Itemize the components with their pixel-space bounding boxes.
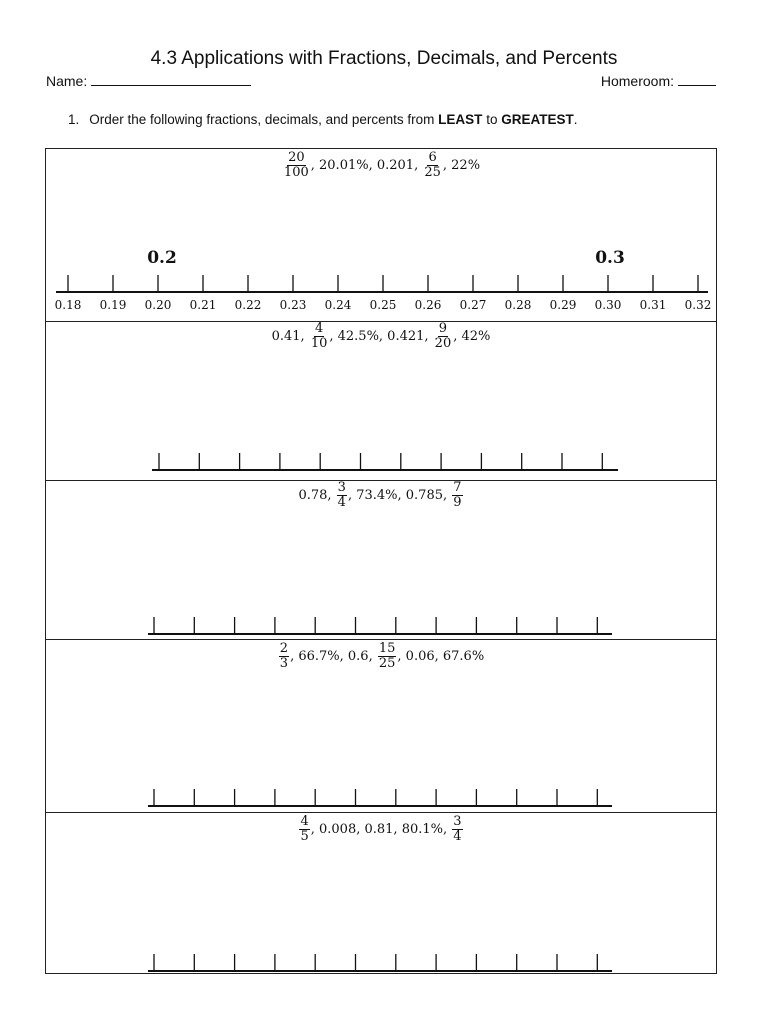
tick-label: 0.23 — [279, 298, 307, 312]
expression-text: , 66.7%, 0.6, — [290, 648, 377, 664]
tick-label: 0.20 — [144, 298, 172, 312]
number-line — [46, 481, 716, 639]
instruction-text: Order the following fractions, decimals, and percents from — [89, 112, 439, 127]
expression-text: , 42.5%, 0.421, — [329, 328, 433, 344]
fraction-denominator: 25 — [424, 164, 441, 180]
fraction-denominator: 100 — [283, 164, 309, 180]
expression-text: 0.78, — [298, 487, 336, 503]
tick-label: 0.21 — [189, 298, 217, 312]
expression-text: , 0.008, 0.81, 80.1%, — [310, 821, 452, 837]
question-number: 1. — [68, 112, 80, 127]
homeroom-blank-line[interactable] — [678, 73, 716, 86]
expression-text: , 73.4%, 0.785, — [347, 487, 452, 503]
tick-label: 0.26 — [414, 298, 442, 312]
benchmark-label: 0.3 — [595, 248, 625, 268]
fraction-denominator: 25 — [378, 655, 396, 671]
benchmark-label: 0.2 — [147, 248, 177, 268]
fraction-denominator: 9 — [453, 494, 462, 510]
fraction-denominator: 20 — [434, 335, 452, 351]
fraction-numerator: 7 — [453, 480, 462, 495]
problem-box-5[interactable] — [46, 812, 716, 973]
tick-label: 0.29 — [549, 298, 577, 312]
tick-label: 0.18 — [54, 298, 82, 312]
instruction-least: LEAST — [438, 112, 483, 127]
expression-text: , 22% — [442, 157, 481, 173]
fraction-numerator: 4 — [314, 321, 324, 336]
tick-label: 0.25 — [369, 298, 397, 312]
problem-box-1[interactable] — [46, 149, 716, 321]
tick-label: 0.22 — [234, 298, 262, 312]
fraction-numerator: 20 — [288, 150, 305, 165]
fraction-numerator: 4 — [300, 814, 309, 829]
fraction-numerator: 15 — [378, 641, 396, 656]
expression-text: , 0.06, 67.6% — [397, 648, 485, 664]
fraction-denominator: 5 — [300, 828, 309, 844]
homeroom-label: Homeroom: — [600, 73, 674, 89]
tick-label: 0.28 — [504, 298, 532, 312]
number-line — [46, 149, 716, 321]
fraction-numerator: 6 — [428, 150, 437, 165]
number-line — [46, 813, 716, 973]
question-instruction — [68, 112, 577, 127]
tick-label: 0.30 — [594, 298, 622, 312]
problem-box-2[interactable] — [46, 321, 716, 480]
tick-label: 0.24 — [324, 298, 352, 312]
problem-box-4[interactable] — [46, 639, 716, 812]
fraction-numerator: 3 — [337, 480, 346, 495]
fraction-numerator: 9 — [438, 321, 448, 336]
tick-label: 0.19 — [99, 298, 127, 312]
number-line — [46, 322, 716, 480]
tick-label: 0.32 — [684, 298, 712, 312]
name-field[interactable] — [46, 73, 251, 89]
expression-text: , 42% — [453, 328, 491, 344]
number-line — [46, 640, 716, 812]
worksheet-title: 4.3 Applications with Fractions, Decimals, and Percents — [150, 48, 618, 69]
fraction-numerator: 2 — [279, 641, 289, 656]
fraction-denominator: 10 — [310, 335, 328, 351]
expression-text: 0.41, — [271, 328, 309, 344]
name-label: Name: — [46, 73, 88, 89]
instruction-period: . — [573, 112, 578, 127]
problems-table — [45, 148, 717, 974]
fraction-denominator: 4 — [453, 828, 462, 844]
tick-label: 0.27 — [459, 298, 487, 312]
instruction-to: to — [482, 112, 502, 127]
tick-label: 0.31 — [639, 298, 667, 312]
fraction-numerator: 3 — [453, 814, 462, 829]
fraction-denominator: 4 — [337, 494, 346, 510]
homeroom-field[interactable] — [601, 73, 716, 89]
name-blank-line[interactable] — [91, 73, 251, 86]
problem-box-3[interactable] — [46, 480, 716, 639]
instruction-greatest: GREATEST — [501, 112, 574, 127]
fraction-denominator: 3 — [279, 655, 289, 671]
expression-text: , 20.01%, 0.201, — [310, 157, 423, 173]
